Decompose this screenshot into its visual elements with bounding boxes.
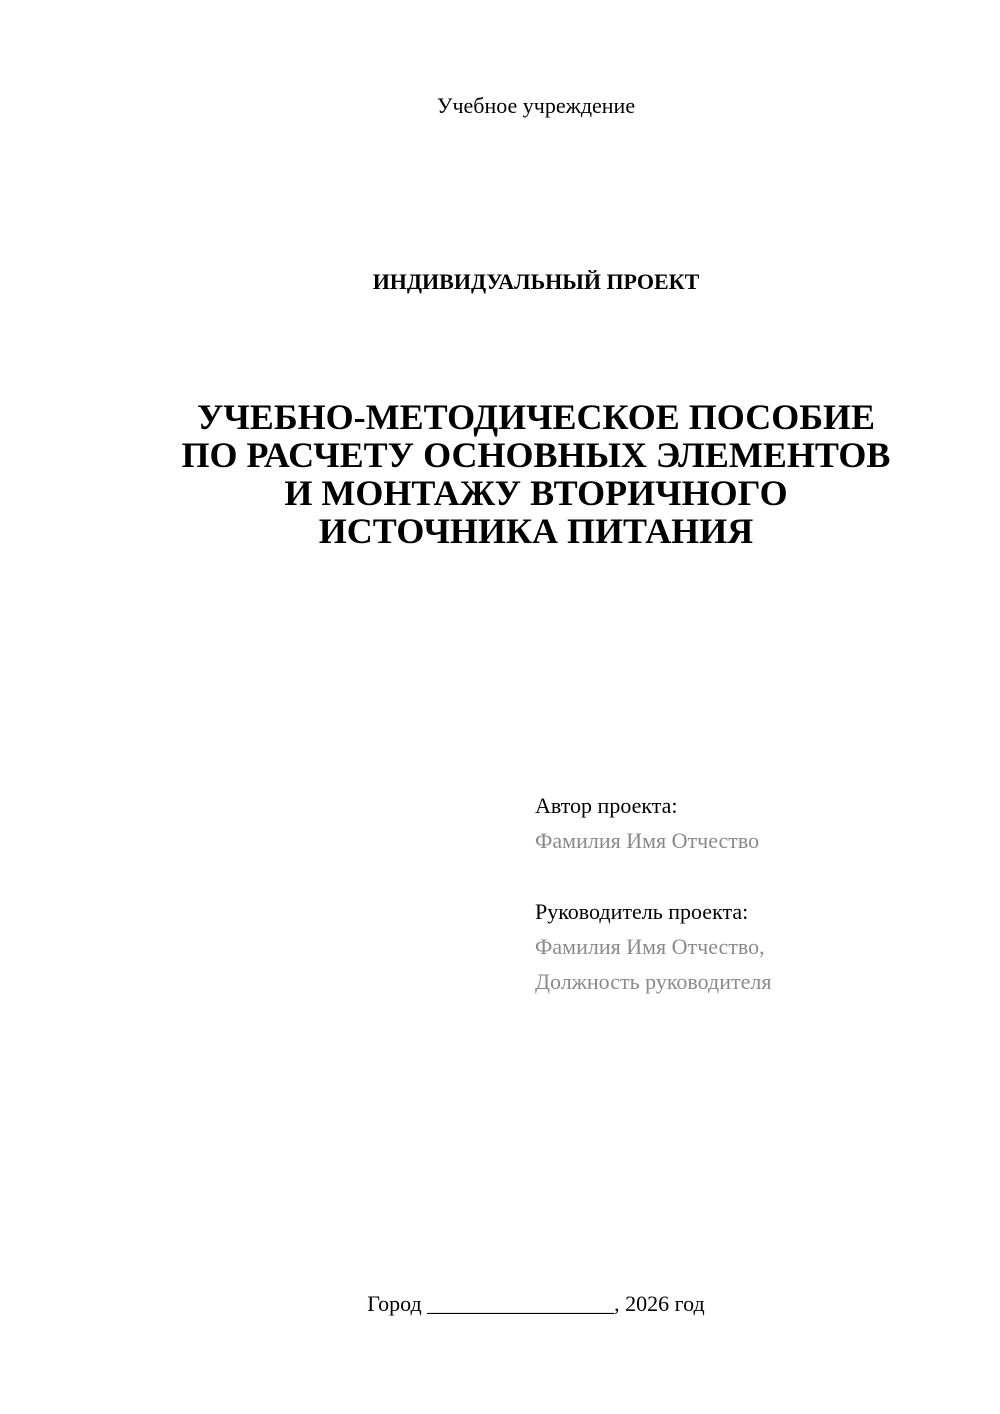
credits-block: [535, 788, 975, 999]
institution-name: Учебное учреждение: [436, 93, 636, 118]
supervisor-position-placeholder: Должность руководителя: [535, 969, 772, 994]
author-label: Автор проекта:: [535, 793, 678, 818]
title-line-4: ИСТОЧНИКА ПИТАНИЯ: [318, 511, 754, 551]
supervisor-name-placeholder: Фамилия Имя Отчество,: [535, 934, 765, 959]
credits-spacer: [535, 858, 975, 894]
city-year-line: Город _________________, 2026 год: [367, 1291, 705, 1316]
author-name-placeholder: Фамилия Имя Отчество: [535, 828, 760, 853]
document-title: [0, 398, 1000, 550]
title-line-2: ПО РАСЧЕТУ ОСНОВНЫХ ЭЛЕМЕНТОВ: [181, 435, 891, 475]
title-line-3: И МОНТАЖУ ВТОРИЧНОГО: [284, 473, 788, 513]
supervisor-label: Руководитель проекта:: [535, 899, 749, 924]
project-type-heading: ИНДИВИДУАЛЬНЫЙ ПРОЕКТ: [372, 269, 700, 294]
title-line-1: УЧЕБНО-МЕТОДИЧЕСКОЕ ПОСОБИЕ: [196, 397, 876, 437]
